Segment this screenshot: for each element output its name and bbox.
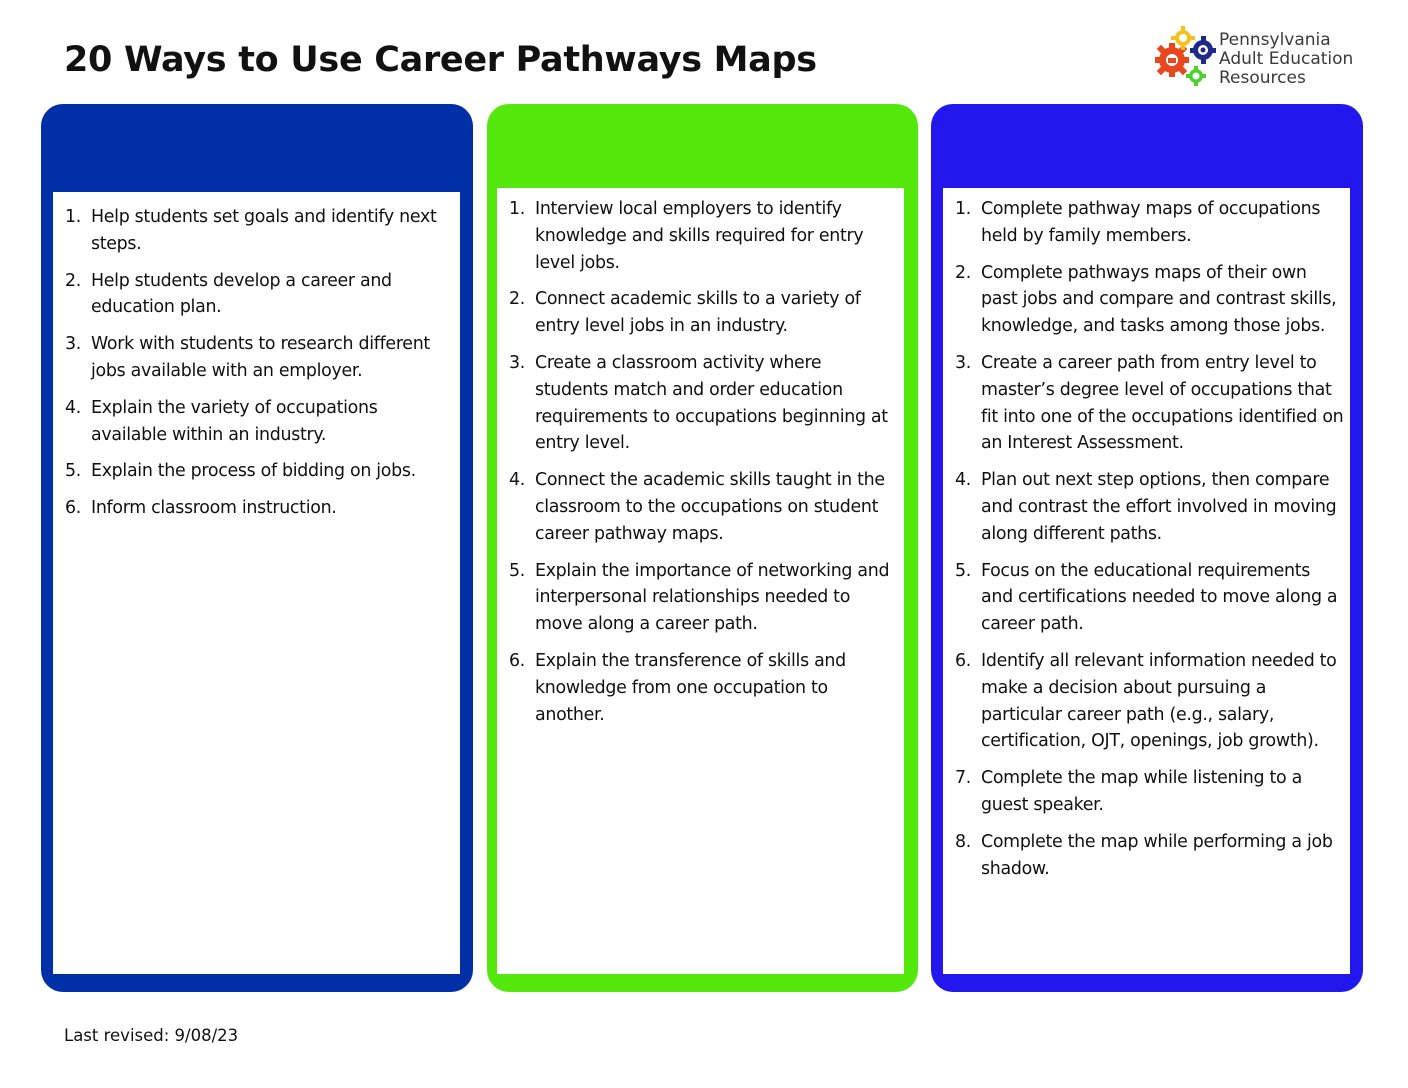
list-item: 1. Interview local employers to identify knowledge and skills required for entry level jobs. bbox=[509, 199, 864, 273]
panel-2 bbox=[487, 104, 918, 992]
page-title: 20 Ways to Use Career Pathways Maps bbox=[64, 40, 817, 80]
list-item: 3. Create a classroom activity where students match and order education requirements to occupations beginning at entry level. bbox=[509, 352, 888, 454]
panel-1 bbox=[41, 104, 473, 992]
list-item: 6. Inform classroom instruction. bbox=[65, 498, 337, 519]
list-item: 1. Complete pathway maps of occupations held by family members. bbox=[955, 199, 1321, 246]
list-item: 2. Help students develop a career and education plan. bbox=[65, 270, 392, 318]
list-item: 5. Explain the process of bidding on jobs. bbox=[65, 461, 416, 482]
panel-2-content bbox=[497, 188, 904, 974]
list-item: 1. Help students set goals and identify next steps. bbox=[65, 207, 437, 254]
last-revised-date: Last revised: 9/08/23 bbox=[64, 1026, 239, 1045]
pa-adult-education-logo bbox=[1150, 24, 1370, 94]
list-item: 6. Explain the transference of skills and knowledge from one occupation to another. bbox=[509, 650, 846, 725]
list-item: 3. Work with students to research different jobs available with an employer. bbox=[65, 334, 430, 381]
panel-1-content bbox=[53, 192, 460, 974]
list-item: 5. Explain the importance of networking and interpersonal relationships needed to move along a career path. bbox=[509, 560, 890, 635]
list-item: 6. Identify all relevant information needed to make a decision about pursuing a particular career path (e.g., salary, certification, OJT, openings, job growth). bbox=[955, 650, 1337, 752]
gears-icon bbox=[1150, 24, 1218, 90]
panel-3 bbox=[931, 104, 1363, 992]
panel-2-list bbox=[497, 188, 904, 728]
list-item: 4. Explain the variety of occupations available within an industry. bbox=[65, 397, 378, 445]
list-item: 4. Plan out next step options, then compare and contrast the effort involved in moving along different paths. bbox=[955, 470, 1337, 544]
panel-1-list bbox=[53, 192, 460, 522]
list-item: 2. Complete pathways maps of their own past jobs and compare and contrast skills, knowledge, and tasks among those jobs. bbox=[955, 262, 1337, 337]
list-item: 7. Complete the map while listening to a guest speaker. bbox=[955, 768, 1302, 815]
logo-line-3: Resources bbox=[1219, 68, 1306, 88]
list-item: 8. Complete the map while performing a job shadow. bbox=[955, 831, 1333, 879]
list-item: 5. Focus on the educational requirements and certifications needed to move along a career path. bbox=[955, 560, 1338, 635]
panel-3-list bbox=[943, 188, 1350, 882]
list-item: 3. Create a career path from entry level to master’s degree level of occupations that fit into one of the occupations identified on an Interest Assessment. bbox=[955, 352, 1344, 454]
list-item: 4. Connect the academic skills taught in the classroom to the occupations on student career pathway maps. bbox=[509, 470, 885, 544]
logo-line-1: Pennsylvania bbox=[1219, 30, 1331, 50]
list-item: 2. Connect academic skills to a variety of entry level jobs in an industry. bbox=[509, 289, 861, 337]
logo-line-2: Adult Education bbox=[1219, 49, 1354, 69]
panel-3-content bbox=[943, 188, 1350, 974]
logo-text bbox=[1219, 31, 1353, 88]
